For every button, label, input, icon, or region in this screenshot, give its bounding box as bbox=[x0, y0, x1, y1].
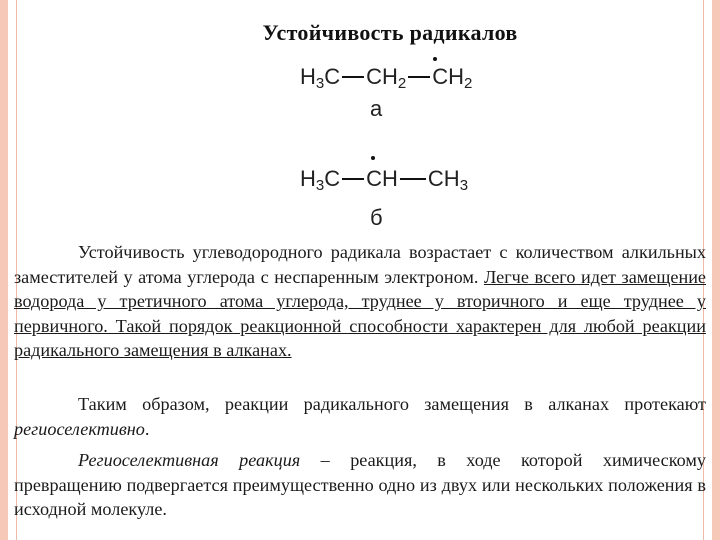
formula-a-c2: $CH_2$ bbox=[366, 64, 407, 92]
regioselective-term: региоселективно bbox=[14, 418, 145, 439]
paragraph-conclusion-end: . bbox=[144, 418, 150, 439]
definition-text: – реакция, в ходе которой химическому превращению подвергается преимущественно одно из двух или нескольких положения в исходной молекуле. bbox=[14, 450, 706, 519]
paragraph-stability-underlined: Легче всего идет замещение водорода у третичного атома углерода, труднее у вторичного и еще труднее у первичного. Такой порядок реакционной способности характерен для любой реакции радикального замещения в алканах. bbox=[14, 266, 706, 360]
paragraph-stability-text: Устойчивость углеводородного радикала возрастает с количеством алкильных заместителей у атома углерода с неспаренным электроном. bbox=[14, 242, 706, 287]
radical-dot-a bbox=[433, 57, 437, 61]
paragraph-definition bbox=[14, 448, 706, 522]
formula-b-c1: $H_3C$ bbox=[300, 166, 341, 194]
bond bbox=[342, 76, 364, 78]
formula-a-c1: $H_3C$ bbox=[300, 64, 341, 92]
bond bbox=[400, 178, 426, 180]
formula-b bbox=[300, 166, 468, 194]
formula-b-c2: CH bbox=[366, 166, 398, 191]
paragraph-conclusion bbox=[14, 392, 706, 441]
formula-b-c3: $CH_3$ bbox=[427, 166, 469, 194]
formula-a-label: а bbox=[370, 96, 383, 121]
formula-a bbox=[300, 64, 472, 92]
left-decorative-border bbox=[0, 0, 8, 540]
paragraph-conclusion-text: Таким образом, реакции радикального замещения в алканах протекают bbox=[78, 394, 706, 414]
formula-b-label: б bbox=[370, 205, 383, 230]
radical-dot-b bbox=[371, 156, 375, 160]
right-decorative-border bbox=[712, 0, 720, 540]
bond bbox=[342, 178, 364, 180]
formula-a-c3: $CH_2$ bbox=[432, 64, 473, 92]
bond bbox=[408, 76, 430, 78]
slide-title: Устойчивость радикалов bbox=[262, 20, 518, 45]
paragraph-stability bbox=[14, 240, 706, 363]
definition-term: Региоселективная реакция bbox=[78, 450, 301, 470]
